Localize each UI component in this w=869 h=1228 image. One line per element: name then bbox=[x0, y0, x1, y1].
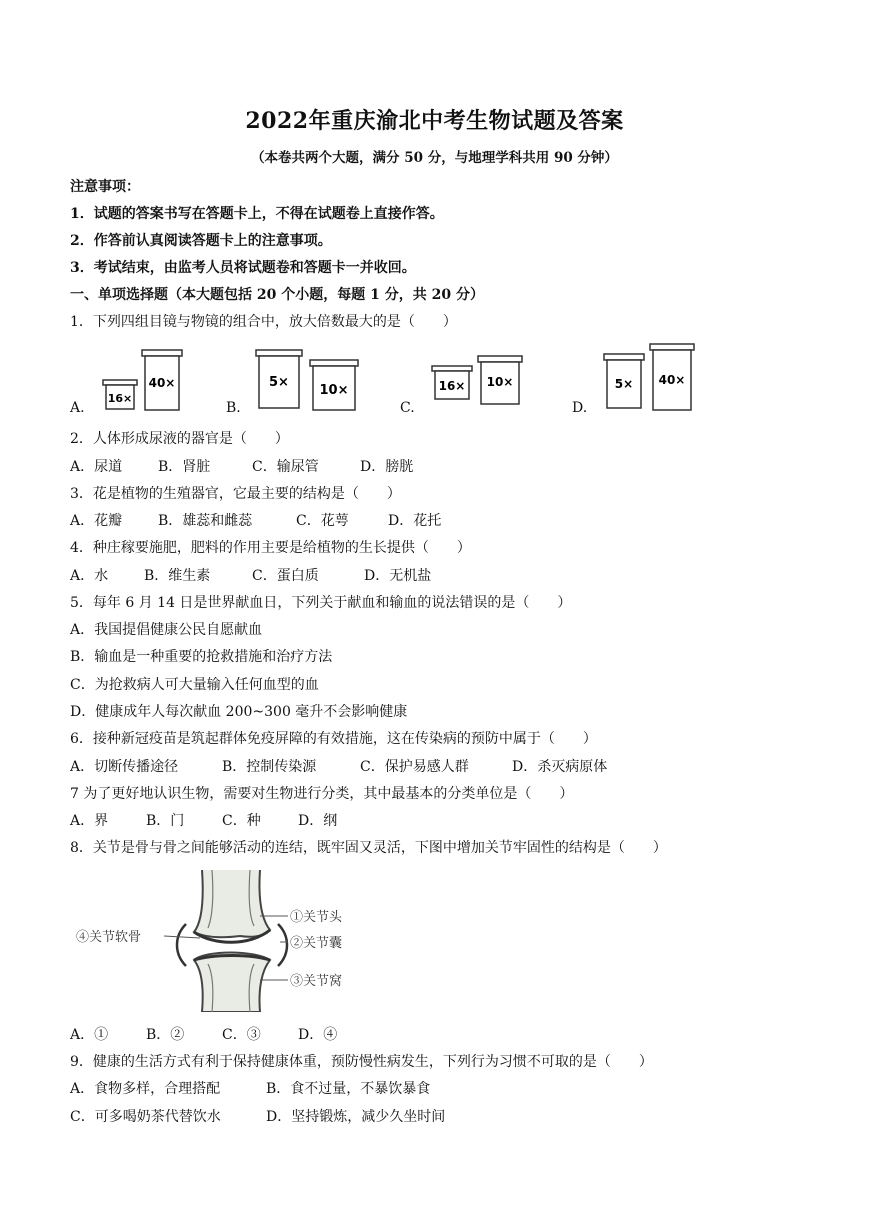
option-a-label: A. bbox=[70, 400, 85, 416]
option-c: C．输尿管 bbox=[252, 459, 319, 475]
option-d: D．④ bbox=[298, 1027, 338, 1043]
eyepiece-icon bbox=[604, 354, 644, 408]
joint-diagram bbox=[74, 870, 394, 1012]
option-b: B．输血是一种重要的抢救措施和治疗方法 bbox=[70, 649, 333, 665]
question-6-stem: 6．接种新冠疫苗是筑起群体免疫屏障的有效措施，这在传染病的预防中属于（ ） bbox=[70, 731, 597, 747]
question-9-options-row-1 bbox=[70, 1078, 430, 1098]
objective-icon bbox=[650, 344, 694, 410]
option-b: B．控制传染源 bbox=[222, 759, 317, 775]
notice-item-2: 2．作答前认真阅读答题卡上的注意事项。 bbox=[70, 233, 332, 249]
lens-pair-a bbox=[100, 342, 192, 414]
eyepiece-icon bbox=[256, 350, 302, 408]
objective-icon bbox=[310, 360, 358, 410]
option-b: B．食不过量，不暴饮暴食 bbox=[266, 1081, 431, 1097]
option-a: A．界 bbox=[70, 813, 109, 829]
option-d: D．健康成年人每次献血 200~300 毫升不会影响健康 bbox=[70, 704, 408, 720]
option-c: C．为抢救病人可大量输入任何血型的血 bbox=[70, 677, 319, 693]
option-d-label: D. bbox=[572, 400, 588, 416]
option-c: C．可多喝奶茶代替饮水 bbox=[70, 1109, 221, 1125]
option-a: A．我国提倡健康公民自愿献血 bbox=[70, 622, 263, 638]
option-a: A．① bbox=[70, 1027, 109, 1043]
lens-c-eyepiece-label: 16× bbox=[438, 379, 466, 393]
option-d: D．无机盐 bbox=[364, 568, 432, 584]
option-b: B．维生素 bbox=[144, 568, 211, 584]
option-c-label: C. bbox=[400, 400, 415, 416]
lens-pair-b bbox=[252, 348, 372, 414]
label-articular-cartilage: ④关节软骨 bbox=[76, 930, 142, 945]
lower-bone bbox=[194, 953, 270, 1013]
option-b-label: B. bbox=[226, 400, 241, 416]
lens-b-eyepiece-label: 5× bbox=[269, 375, 289, 390]
question-2-stem: 2．人体形成尿液的器官是（ ） bbox=[70, 431, 289, 447]
upper-bone bbox=[194, 870, 270, 937]
lens-c-objective-label: 10× bbox=[486, 375, 514, 389]
question-6-options bbox=[70, 756, 607, 776]
option-a: A．食物多样，合理搭配 bbox=[70, 1081, 221, 1097]
notice-heading: 注意事项： bbox=[70, 179, 140, 195]
eyepiece-icon bbox=[432, 366, 472, 399]
option-b: B．② bbox=[146, 1027, 185, 1043]
objective-icon bbox=[478, 356, 522, 404]
option-b: B．门 bbox=[146, 813, 185, 829]
lens-d-eyepiece-label: 5× bbox=[614, 377, 634, 391]
notice-item-1: 1．试题的答案书写在答题卡上，不得在试题卷上直接作答。 bbox=[70, 206, 444, 222]
lens-a-objective-label: 40× bbox=[148, 376, 176, 390]
eyepiece-icon bbox=[103, 380, 137, 409]
option-d: D．坚持锻炼，减少久坐时间 bbox=[266, 1109, 446, 1125]
option-c: C．种 bbox=[222, 813, 261, 829]
question-7-options bbox=[70, 810, 337, 830]
lens-a-eyepiece-label: 16× bbox=[107, 392, 133, 405]
notice-item-3: 3．考试结束，由监考人员将试题卷和答题卡一并收回。 bbox=[70, 260, 416, 276]
question-4-stem: 4．种庄稼要施肥，肥料的作用主要是给植物的生长提供（ ） bbox=[70, 540, 471, 556]
label-joint-head: ①关节头 bbox=[290, 910, 343, 925]
option-d: D．花托 bbox=[388, 513, 442, 529]
option-d: D．纲 bbox=[298, 813, 338, 829]
question-8-stem: 8．关节是骨与骨之间能够活动的连结，既牢固又灵活，下图中增加关节牢固性的结构是（ ） bbox=[70, 840, 667, 856]
option-a: A．尿道 bbox=[70, 459, 123, 475]
question-1-figure bbox=[70, 342, 710, 420]
option-b: B．雄蕊和雌蕊 bbox=[158, 513, 253, 529]
option-a: A．水 bbox=[70, 568, 109, 584]
option-c: C．蛋白质 bbox=[252, 568, 319, 584]
lens-pair-d bbox=[600, 342, 700, 414]
option-c: C．花萼 bbox=[296, 513, 349, 529]
question-9-stem: 9．健康的生活方式有利于保持健康体重，预防慢性病发生，下列行为习惯不可取的是（ ） bbox=[70, 1054, 653, 1070]
question-3-stem: 3．花是植物的生殖器官，它最主要的结构是（ ） bbox=[70, 486, 401, 502]
label-joint-socket: ③关节窝 bbox=[290, 974, 343, 989]
question-1-stem: 1．下列四组目镜与物镜的组合中，放大倍数最大的是（ ） bbox=[70, 314, 457, 330]
question-4-options bbox=[70, 565, 431, 585]
option-a: A．花瓣 bbox=[70, 513, 123, 529]
question-3-options bbox=[70, 510, 441, 530]
page-title: 2022年重庆渝北中考生物试题及答案 bbox=[245, 108, 624, 134]
lens-d-objective-label: 40× bbox=[658, 373, 686, 387]
page-subtitle: （本卷共两个大题，满分 50 分，与地理学科共用 90 分钟） bbox=[251, 150, 618, 166]
option-d: D．膀胱 bbox=[360, 459, 414, 475]
option-c: C．保护易感人群 bbox=[360, 759, 469, 775]
option-a: A．切断传播途径 bbox=[70, 759, 179, 775]
question-2-options bbox=[70, 456, 413, 476]
question-5-stem: 5．每年 6 月 14 日是世界献血日，下列关于献血和输血的说法错误的是（ ） bbox=[70, 595, 572, 611]
lens-b-objective-label: 10× bbox=[319, 383, 349, 398]
option-d: D．杀灭病原体 bbox=[512, 759, 608, 775]
option-b: B．肾脏 bbox=[158, 459, 211, 475]
question-8-options bbox=[70, 1024, 337, 1044]
section-heading: 一、单项选择题（本大题包括 20 个小题，每题 1 分，共 20 分） bbox=[70, 287, 484, 303]
lens-pair-c bbox=[430, 352, 530, 408]
objective-icon bbox=[142, 350, 182, 410]
option-c: C．③ bbox=[222, 1027, 261, 1043]
question-7-stem: 7 为了更好地认识生物，需要对生物进行分类，其中最基本的分类单位是（ ） bbox=[70, 786, 574, 802]
label-joint-capsule: ②关节囊 bbox=[290, 936, 343, 951]
question-9-options-row-2 bbox=[70, 1106, 445, 1126]
